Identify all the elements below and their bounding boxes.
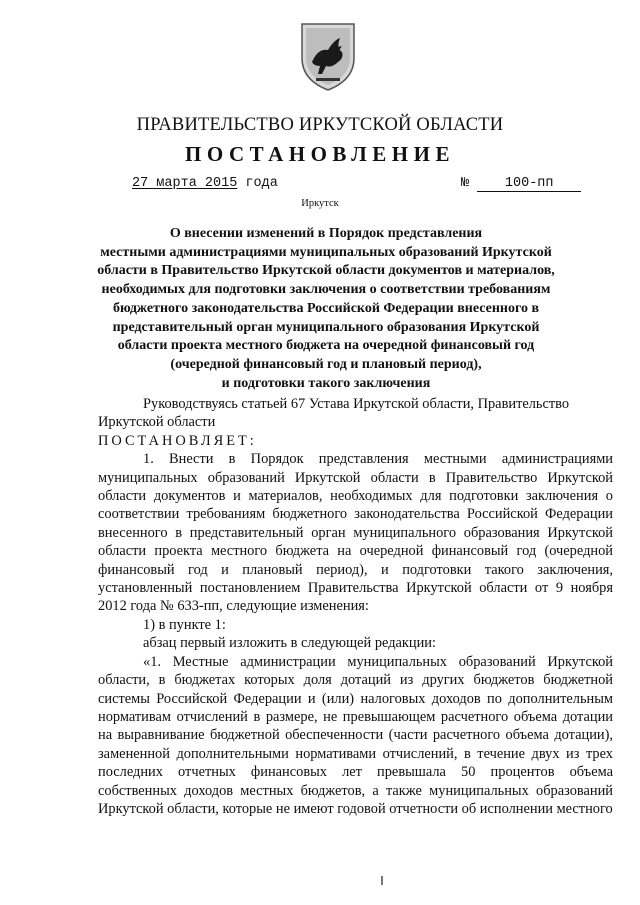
number-sign: № [461, 176, 470, 191]
heading-line: области проекта местного бюджета на очередной финансовый год [117, 338, 535, 354]
document-date [132, 176, 278, 191]
heading-line: местными администрациями муниципальных образований Иркутской [100, 244, 552, 260]
scan-mark [381, 876, 383, 885]
date-suffix: года [245, 176, 278, 191]
subitem-1-text: абзац первый изложить в следующей редакции: [143, 635, 437, 652]
document-number [461, 176, 581, 192]
heading-line: бюджетного законодательства Российской Федерации внесенного в [112, 300, 540, 316]
heading-line: необходимых для подготовки заключения о соответствии требованиям [101, 282, 551, 298]
preamble: Руководствуясь статьей 67 Устава Иркутской области, Правительство Иркутской области [98, 396, 570, 431]
heading-line: области в Правительство Иркутской области документов и материалов, [97, 263, 555, 279]
number-value: 100-пп [477, 177, 581, 192]
item-1: 1. Внести в Порядок представления местными администрациями муниципальных образований Иркутской области в Правительство Иркутской области документов и материалов, необходимых для подготовки заключения о соответствии требованиям бюджетного законодательства Российской Федерации внесенного в представительный орган муниципального образования Иркутской области проекта местного бюджета на очередной финансовый год (очередной финансовый год и плановый период), и подготовки такого заключения, установленный постановлением Правительства Иркутской области от 9 ноября 2012 года № 633-пп, следующие изменения: [98, 451, 613, 615]
document-body [98, 395, 613, 818]
heading-line: представительный орган муниципального образования Иркутской [112, 319, 540, 335]
date-value: 27 марта 2015 [132, 176, 238, 191]
document-type: ПОСТАНОВЛЕНИЕ [185, 142, 455, 166]
quoted-paragraph: «1. Местные администрации муниципальных образований Иркутской области, в бюджетах которых доля дотаций из других бюджетов бюджетной системы Российской Федерации и (или) налоговых доходов по дополнительным нормативам отчислений в размере, не превышающем расчетного объема дотации на выравнивание бюджетной обеспеченности (части расчетного объема дотации), замененной дополнительными нормативами отчислений, в течение двух из трех последних отчетных финансовых лет превышала 50 процентов объема собственных доходов местных бюджетов, а также муниципальных образований Иркутской области, которые не имеют годовой отчетности об исполнении местного [98, 653, 613, 817]
decree-word: ПОСТАНОВЛЯЕТ: [98, 432, 257, 449]
heading-line: О внесении изменений в Порядок представления [169, 226, 483, 241]
subitem-1: 1) в пункте 1: [143, 616, 226, 633]
heading-line: (очередной финансовый год и плановый период), [170, 356, 482, 372]
city: Иркутск [301, 198, 339, 209]
coat-of-arms-icon [298, 18, 358, 92]
government-name: ПРАВИТЕЛЬСТВО ИРКУТСКОЙ ОБЛАСТИ [136, 115, 504, 135]
heading-line: и подготовки такого заключения [221, 375, 431, 391]
resolution-heading [96, 225, 556, 393]
